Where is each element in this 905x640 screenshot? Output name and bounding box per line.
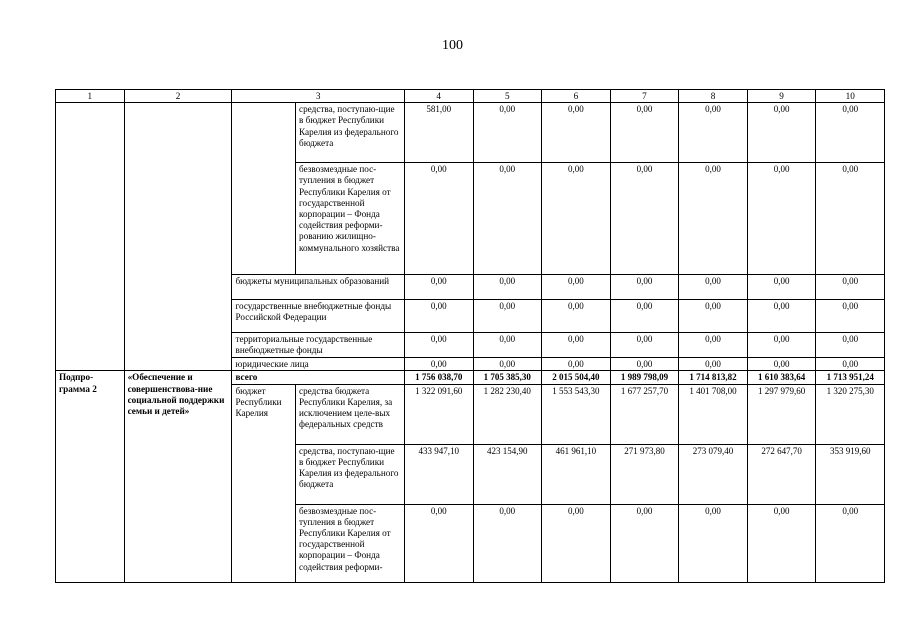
value-cell: 0,00 [816,504,885,582]
value-cell: 0,00 [816,333,885,358]
value-cell: 0,00 [679,103,748,163]
value-cell: 1 282 230,40 [473,384,542,444]
value-cell: 0,00 [542,504,611,582]
value-cell: 0,00 [747,275,816,300]
row-label: средства, поступаю-щие в бюджет Республики Карелия из федерального бюджета [296,103,405,163]
value-cell: 0,00 [747,358,816,371]
value-cell: 0,00 [610,163,679,275]
value-cell: 423 154,90 [473,444,542,504]
value-cell: 0,00 [610,103,679,163]
value-cell: 0,00 [473,300,542,333]
table-row [56,103,885,163]
row-label: государственные внебюджетные фонды Российской Федерации [232,300,404,333]
column-header: 2 [124,90,232,103]
value-cell: 0,00 [816,103,885,163]
value-cell: 0,00 [542,275,611,300]
page-number: 100 [442,38,463,53]
budget-table [55,89,885,583]
table-row [56,371,885,384]
value-cell: 1 677 257,70 [610,384,679,444]
value-cell: 0,00 [816,163,885,275]
value-cell: 0,00 [610,504,679,582]
column-header: 1 [56,90,125,103]
value-cell: 0,00 [473,163,542,275]
column-header: 4 [404,90,473,103]
total-cell: 1 989 798,09 [610,371,679,384]
value-cell: 0,00 [679,275,748,300]
value-cell: 1 401 708,00 [679,384,748,444]
value-cell: 0,00 [404,504,473,582]
value-cell: 0,00 [542,103,611,163]
value-cell: 0,00 [610,333,679,358]
value-cell: 0,00 [816,358,885,371]
value-cell: 0,00 [404,300,473,333]
value-cell: 273 079,40 [679,444,748,504]
value-cell: 353 919,60 [816,444,885,504]
column-header: 10 [816,90,885,103]
value-cell: 0,00 [747,103,816,163]
value-cell: 0,00 [610,300,679,333]
total-cell: 1 714 813,82 [679,371,748,384]
value-cell: 0,00 [679,163,748,275]
value-cell: 271 973,80 [610,444,679,504]
empty-cell [232,103,296,275]
total-cell: 2 015 504,40 [542,371,611,384]
empty-cell [56,103,125,371]
subprogram-name: Подпро-грамма 2 [56,371,125,582]
value-cell: 0,00 [473,333,542,358]
row-label: бюджет Республики Карелия [232,384,296,582]
total-cell: 1 713 951,24 [816,371,885,384]
value-cell: 1 553 543,30 [542,384,611,444]
value-cell: 0,00 [473,103,542,163]
value-cell: 272 647,70 [747,444,816,504]
value-cell: 0,00 [679,300,748,333]
value-cell: 1 322 091,60 [404,384,473,444]
value-cell: 0,00 [404,358,473,371]
column-header: 8 [679,90,748,103]
value-cell: 0,00 [679,504,748,582]
column-header: 7 [610,90,679,103]
total-cell: 1 705 385,30 [473,371,542,384]
value-cell: 0,00 [404,163,473,275]
subprogram-title: «Обеспечение и совершенствова-ние социальной поддержки семьи и детей» [124,371,232,582]
row-label: территориальные государственные внебюджетные фонды [232,333,404,358]
column-header: 9 [747,90,816,103]
row-label: средства бюджета Республики Карелия, за исключением целе-вых федеральных средств [296,384,405,444]
column-header: 6 [542,90,611,103]
row-label: бюджеты муниципальных образований [232,275,404,300]
value-cell: 461 961,10 [542,444,611,504]
value-cell: 0,00 [679,333,748,358]
value-cell: 0,00 [610,358,679,371]
value-cell: 0,00 [747,163,816,275]
value-cell: 433 947,10 [404,444,473,504]
value-cell: 0,00 [473,358,542,371]
row-label: всего [232,371,404,384]
column-header: 3 [232,90,404,103]
total-cell: 1 610 383,64 [747,371,816,384]
value-cell: 0,00 [747,333,816,358]
value-cell: 0,00 [747,504,816,582]
empty-cell [124,103,232,371]
value-cell: 0,00 [473,504,542,582]
value-cell: 0,00 [747,300,816,333]
column-header: 5 [473,90,542,103]
value-cell: 0,00 [610,275,679,300]
value-cell: 0,00 [473,275,542,300]
value-cell: 0,00 [404,275,473,300]
value-cell: 0,00 [542,163,611,275]
value-cell: 0,00 [542,300,611,333]
value-cell: 0,00 [542,333,611,358]
header-row [56,90,885,103]
row-label: юридические лица [232,358,404,371]
value-cell: 0,00 [542,358,611,371]
value-cell: 1 320 275,30 [816,384,885,444]
row-label: безвозмездные пос-тупления в бюджет Республики Карелия от государственной корпорации – Фонда содействия реформи- [296,504,405,582]
value-cell: 0,00 [816,275,885,300]
total-cell: 1 756 038,70 [404,371,473,384]
value-cell: 0,00 [404,333,473,358]
value-cell: 1 297 979,60 [747,384,816,444]
value-cell: 0,00 [816,300,885,333]
value-cell: 0,00 [679,358,748,371]
value-cell: 581,00 [404,103,473,163]
row-label: безвозмездные пос-тупления в бюджет Республики Карелия от государственной корпорации – Фонда содействия реформи-рованию жилищно-коммунального хозяйства [296,163,405,275]
row-label: средства, поступаю-щие в бюджет Республики Карелия из федерального бюджета [296,444,405,504]
